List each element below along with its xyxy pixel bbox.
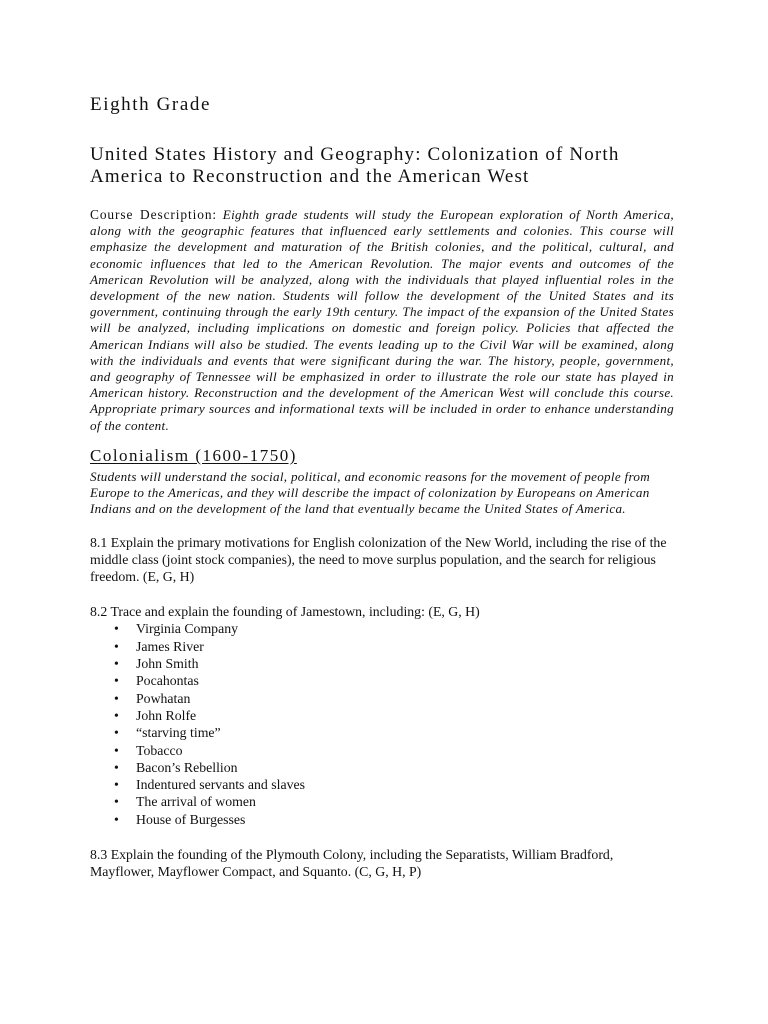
- bullet-icon: •: [114, 811, 119, 827]
- list-item: [114, 724, 674, 741]
- grade-heading: Eighth Grade: [90, 94, 212, 115]
- bullet-icon: •: [114, 777, 119, 793]
- list-item-text: House of Burgesses: [136, 811, 246, 827]
- course-title: United States History and Geography: Colonization of North America to Reconstruction and the American West: [90, 144, 620, 187]
- course-description: [90, 207, 674, 434]
- list-item-text: John Rolfe: [136, 707, 197, 723]
- bullet-icon: •: [114, 794, 119, 810]
- jamestown-topic-list: [90, 620, 674, 828]
- list-item: [114, 672, 674, 689]
- bullet-icon: •: [114, 656, 119, 672]
- list-item: [114, 811, 674, 828]
- bullet-icon: •: [114, 621, 119, 637]
- list-item: [114, 620, 674, 637]
- bullet-icon: •: [114, 707, 119, 723]
- standard-8-2: 8.2 Trace and explain the founding of Jamestown, including: (E, G, H): [90, 604, 480, 620]
- unit-heading: Colonialism (1600-1750): [90, 445, 297, 465]
- list-item-text: Indentured servants and slaves: [136, 777, 305, 793]
- bullet-icon: •: [114, 690, 119, 706]
- standard-8-3: 8.3 Explain the founding of the Plymouth Colony, including the Separatists, William Bradford, Mayflower, Mayflower Compact, and Squanto. (C, G, H, P): [90, 847, 614, 880]
- list-item: [114, 759, 674, 776]
- bullet-icon: •: [114, 638, 119, 654]
- bullet-icon: •: [114, 673, 119, 689]
- list-item: [114, 793, 674, 810]
- list-item: [114, 776, 674, 793]
- list-item-text: John Smith: [136, 656, 199, 672]
- list-item: [114, 742, 674, 759]
- standard-8-1: 8.1 Explain the primary motivations for English colonization of the New World, including the rise of the middle class (joint stock companies), the need to move surplus population, and the search for religious freedom. (E, G, H): [90, 535, 667, 585]
- course-description-label: Course Description:: [90, 207, 218, 222]
- list-item-text: Powhatan: [136, 690, 191, 706]
- list-item-text: Pocahontas: [136, 673, 199, 689]
- course-description-text: Eighth grade students will study the European exploration of North America, along with the geographic features that influenced early settlements and colonies. This course will emphasize the development and maturation of the British colonies, and the political, cultural, and economic influences that led to the American Revolution. The major events and outcomes of the American Revolution will be analyzed, along with the individuals that played influential roles in the development of the new nation. Students will follow the development of the United States and its government, continuing through the early 19th century. The impact of the expansion of the United States will be analyzed, including implications on domestic and foreign policy. Policies that affected the American Indians will also be studied. The events leading up to the Civil War will be examined, along with the individuals and events that were significant during the war. The history, people, government, and geography of Tennessee will be emphasized in order to illustrate the role our state has played in American history. Reconstruction and the development of the American West will conclude this course. Appropriate primary sources and informational texts will be included in order to enhance understanding of the content.: [90, 207, 675, 433]
- bullet-icon: •: [114, 759, 119, 775]
- list-item: [114, 655, 674, 672]
- document-page: [90, 94, 674, 880]
- list-item-text: The arrival of women: [136, 794, 256, 810]
- list-item-text: James River: [136, 638, 204, 654]
- list-item: [114, 707, 674, 724]
- bullet-icon: •: [114, 725, 119, 741]
- bullet-icon: •: [114, 742, 119, 758]
- list-item-text: Virginia Company: [136, 621, 239, 637]
- unit-intro: Students will understand the social, political, and economic reasons for the movement of people from Europe to the Americas, and they will describe the impact of colonization by Europeans on American Indians and on the development of the land that eventually became the United States of America.: [90, 468, 650, 517]
- list-item: [114, 690, 674, 707]
- list-item: [114, 638, 674, 655]
- list-item-text: “starving time”: [136, 725, 221, 741]
- list-item-text: Tobacco: [136, 742, 183, 758]
- list-item-text: Bacon’s Rebellion: [136, 759, 238, 775]
